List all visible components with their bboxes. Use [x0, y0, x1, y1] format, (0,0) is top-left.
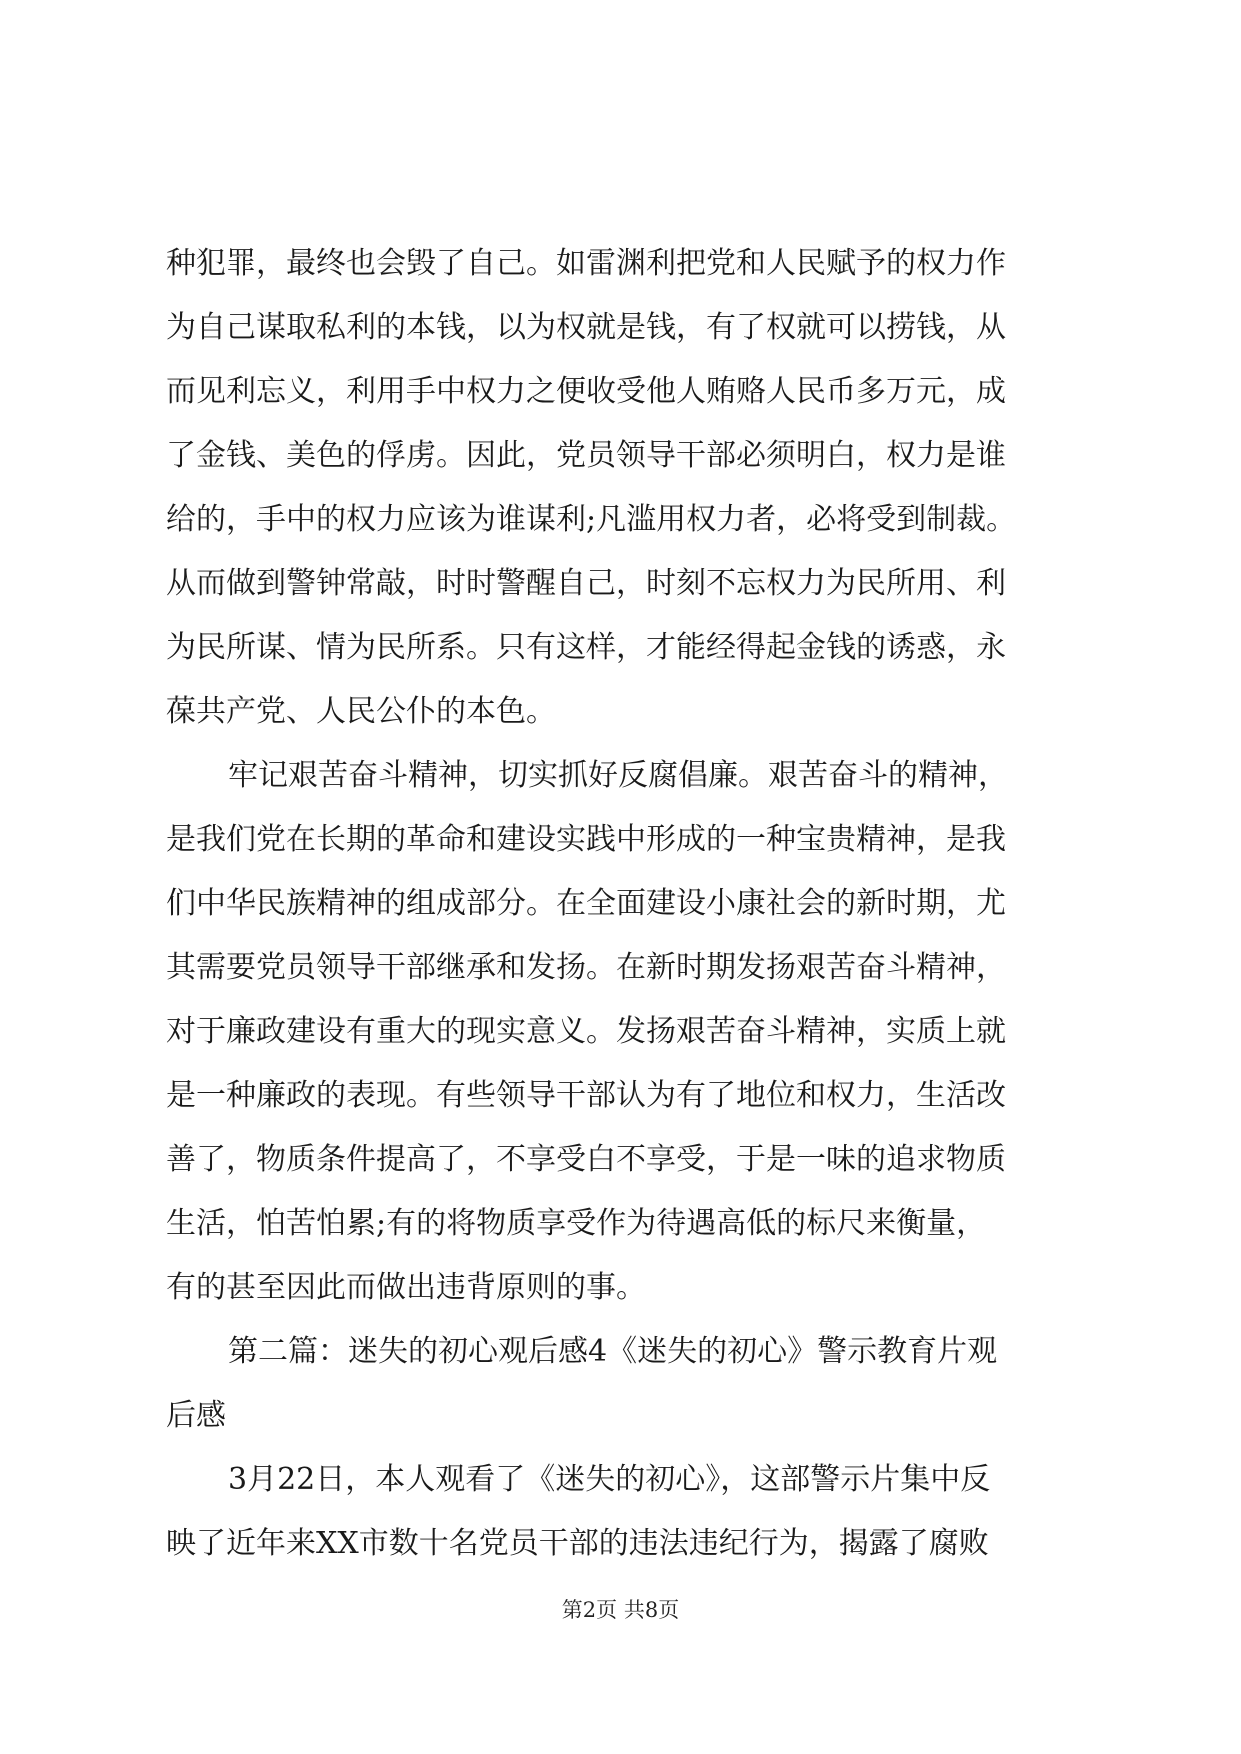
text-line: 对于廉政建设有重大的现实意义。发扬艰苦奋斗精神，实质上就 [166, 1014, 1006, 1049]
text-line: 而见利忘义，利用手中权力之便收受他人贿赂人民币多万元，成 [166, 374, 1006, 409]
text-line: 有的甚至因此而做出违背原则的事。 [166, 1270, 646, 1305]
text-line: 是我们党在长期的革命和建设实践中形成的一种宝贵精神，是我 [166, 822, 1006, 857]
text-line: 生活，怕苦怕累;有的将物质享受作为待遇高低的标尺来衡量， [166, 1206, 987, 1241]
text-line: 们中华民族精神的组成部分。在全面建设小康社会的新时期，尤 [166, 886, 1006, 921]
text-line: 映了近年来XX市数十名党员干部的违法违纪行为，揭露了腐败 [166, 1526, 989, 1561]
text-line: 从而做到警钟常敲，时时警醒自己，时刻不忘权力为民所用、利 [166, 566, 1006, 601]
text-line: 给的，手中的权力应该为谁谋利;凡滥用权力者，必将受到制裁。 [166, 502, 1017, 537]
text-line: 是一种廉政的表现。有些领导干部认为有了地位和权力，生活改 [166, 1078, 1006, 1113]
document-body [166, 232, 1086, 1576]
section-heading-continuation: 后感 [166, 1398, 226, 1433]
text-line: 了金钱、美色的俘虏。因此，党员领导干部必须明白，权力是谁 [166, 438, 1006, 473]
text-line: 为自己谋取私利的本钱，以为权就是钱，有了权就可以捞钱，从 [166, 310, 1006, 345]
text-line: 葆共产党、人民公仆的本色。 [166, 694, 556, 729]
page-number-footer: 第2页 共8页 [561, 1598, 680, 1622]
text-line: 为民所谋、情为民所系。只有这样，才能经得起金钱的诱惑，永 [166, 630, 1006, 665]
text-line: 善了，物质条件提高了，不享受白不享受，于是一味的追求物质 [166, 1142, 1006, 1177]
paragraph-first-line: 3月22日，本人观看了《迷失的初心》，这部警示片集中反 [228, 1462, 991, 1497]
paragraph-first-line: 牢记艰苦奋斗精神，切实抓好反腐倡廉。艰苦奋斗的精神， [228, 758, 1008, 793]
section-heading: 第二篇：迷失的初心观后感4《迷失的初心》警示教育片观 [228, 1334, 998, 1369]
text-line: 其需要党员领导干部继承和发扬。在新时期发扬艰苦奋斗精神， [166, 950, 1006, 985]
text-line: 种犯罪，最终也会毁了自己。如雷渊利把党和人民赋予的权力作 [166, 246, 1006, 281]
